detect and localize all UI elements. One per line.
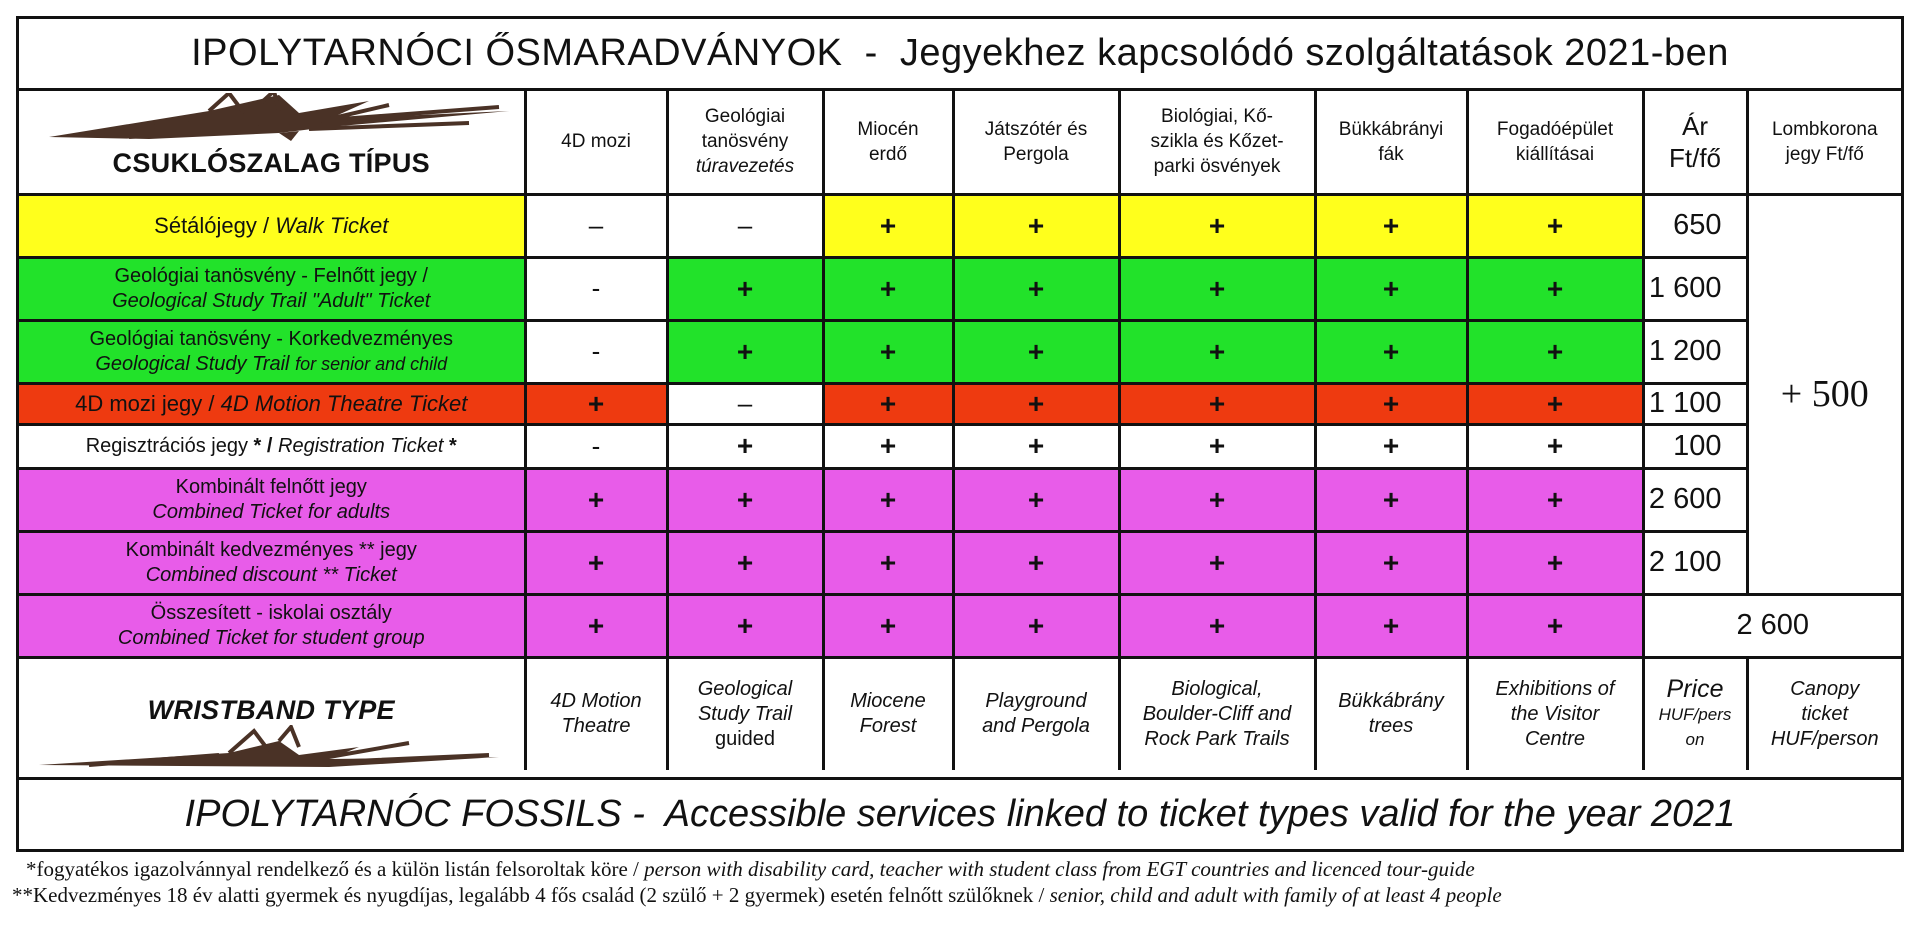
mark-cell: + [823, 594, 953, 657]
mark-cell: + [1315, 194, 1467, 257]
mark-cell: + [1119, 383, 1315, 424]
col-footer-price: Price HUF/pers on [1643, 657, 1747, 770]
ticket-name: Sétálójegy / Walk Ticket [19, 194, 525, 257]
wristband-type-label-en: WRISTBAND TYPE [147, 694, 395, 725]
mark-cell: + [1119, 424, 1315, 468]
mark-cell: + [953, 320, 1119, 383]
mark-cell: – [667, 194, 823, 257]
mark-cell: + [953, 424, 1119, 468]
mark-cell: – [525, 194, 667, 257]
mark-cell: + [1315, 257, 1467, 320]
mark-cell: + [953, 594, 1119, 657]
mark-cell: + [1119, 257, 1315, 320]
ticket-name: Geológiai tanösvény - Korkedvezményes Geological Study Trail for senior and child [19, 320, 525, 383]
col-footer-geo: Geological Study Trail guided [667, 657, 823, 770]
grass-brush-icon [29, 93, 515, 143]
col-footer-bukk: Bükkábrány trees [1315, 657, 1467, 770]
ticket-name: Kombinált felnőtt jegy Combined Ticket for adults [19, 468, 525, 531]
services-table [19, 91, 1901, 770]
col-footer-miocene: Miocene Forest [823, 657, 953, 770]
ticket-row [19, 531, 1901, 594]
mark-cell: + [953, 257, 1119, 320]
col-header-play-hu: Játszótér és Pergola [953, 91, 1119, 194]
footnote-2: **Kedvezményes 18 év alatti gyermek és nyugdíjas, legalább 4 fős család (2 szülő + 2 gyermek) esetén felnőtt szülőknek / senior, child and adult with family of at least 4 people [12, 883, 1502, 907]
ticket-row [19, 424, 1901, 468]
ticket-name: Geológiai tanösvény - Felnőtt jegy / Geological Study Trail "Adult" Ticket [19, 257, 525, 320]
mark-cell: + [667, 257, 823, 320]
col-footer-visitor: Exhibitions of the Visitor Centre [1467, 657, 1643, 770]
price-cell: 650 [1643, 194, 1747, 257]
mark-cell: + [1467, 468, 1643, 531]
col-header-price-hu: Ár Ft/fő [1643, 91, 1747, 194]
price-cell: 1 200 [1643, 320, 1747, 383]
mark-cell: + [1315, 383, 1467, 424]
mark-cell: + [667, 594, 823, 657]
mark-cell: - [525, 257, 667, 320]
ticket-row [19, 194, 1901, 257]
mark-cell: - [525, 320, 667, 383]
mark-cell: – [667, 383, 823, 424]
mark-cell: + [1467, 424, 1643, 468]
col-footer-canopy: Canopy ticket HUF/person [1747, 657, 1901, 770]
mark-cell: + [667, 424, 823, 468]
mark-cell: + [667, 531, 823, 594]
footer-title: IPOLYTARNÓC FOSSILS - Accessible services linked to ticket types valid for the year 2021 [19, 777, 1901, 849]
ticket-name: 4D mozi jegy / 4D Motion Theatre Ticket [19, 383, 525, 424]
col-header-miocen-hu: Miocén erdő [823, 91, 953, 194]
mark-cell: + [823, 383, 953, 424]
header-row-en [19, 657, 1901, 770]
col-footer-play: Playground and Pergola [953, 657, 1119, 770]
mark-cell: + [1315, 320, 1467, 383]
mark-cell: + [1315, 424, 1467, 468]
mark-cell: + [525, 594, 667, 657]
ticket-row [19, 594, 1901, 657]
school-group-price: 2 600 [1643, 594, 1901, 657]
mark-cell: + [823, 468, 953, 531]
col-footer-bio: Biological, Boulder-Cliff and Rock Park Trails [1119, 657, 1315, 770]
mark-cell: + [1467, 194, 1643, 257]
col-header-4d-hu: 4D mozi [525, 91, 667, 194]
mark-cell: + [823, 320, 953, 383]
mark-cell: + [667, 320, 823, 383]
mark-cell: - [525, 424, 667, 468]
mark-cell: + [1119, 468, 1315, 531]
mark-cell: + [823, 531, 953, 594]
ticket-row [19, 257, 1901, 320]
col-header-visitor-hu: Fogadóépület kiállításai [1467, 91, 1643, 194]
mark-cell: + [953, 531, 1119, 594]
mark-cell: + [525, 383, 667, 424]
col-header-geo-hu: Geológiai tanösvény túravezetés [667, 91, 823, 194]
price-cell: 2 600 [1643, 468, 1747, 531]
mark-cell: + [823, 257, 953, 320]
mark-cell: + [1467, 383, 1643, 424]
col-footer-4d: 4D Motion Theatre [525, 657, 667, 770]
canopy-surcharge: + 500 [1747, 194, 1901, 594]
mark-cell: + [1119, 320, 1315, 383]
mark-cell: + [953, 383, 1119, 424]
col-header-bukk-hu: Bükkábrányi fák [1315, 91, 1467, 194]
wristband-type-label-hu: CSUKLÓSZALAG TÍPUS [112, 148, 430, 179]
grass-brush-icon [29, 725, 515, 769]
mark-cell: + [1315, 468, 1467, 531]
header-row-hu [19, 91, 1901, 194]
price-cell: 100 [1643, 424, 1747, 468]
mark-cell: + [953, 468, 1119, 531]
mark-cell: + [1315, 594, 1467, 657]
mark-cell: + [525, 531, 667, 594]
ticket-name: Regisztrációs jegy * / Registration Ticket * [19, 424, 525, 468]
page-title: IPOLYTARNÓCI ŐSMARADVÁNYOK - Jegyekhez kapcsolódó szolgáltatások 2021-ben [19, 19, 1901, 91]
footnote-1: *fogyatékos igazolvánnyal rendelkező és a külön listán felsoroltak köre / person with disability card, teacher with student class from EGT countries and licenced tour-guide [26, 857, 1475, 881]
wristband-type-header-hu [19, 91, 525, 194]
ticket-table-sheet [16, 16, 1904, 852]
mark-cell: + [1315, 531, 1467, 594]
ticket-row [19, 468, 1901, 531]
price-cell: 1 100 [1643, 383, 1747, 424]
mark-cell: + [823, 194, 953, 257]
mark-cell: + [1467, 320, 1643, 383]
price-cell: 2 100 [1643, 531, 1747, 594]
ticket-name: Összesített - iskolai osztály Combined Ticket for student group [19, 594, 525, 657]
mark-cell: + [1119, 594, 1315, 657]
footnotes [12, 856, 1908, 908]
col-header-bio-hu: Biológiai, Kő- szikla és Kőzet- parki ösvények [1119, 91, 1315, 194]
mark-cell: + [1467, 257, 1643, 320]
mark-cell: + [823, 424, 953, 468]
mark-cell: + [525, 468, 667, 531]
mark-cell: + [1467, 531, 1643, 594]
mark-cell: + [1119, 194, 1315, 257]
mark-cell: + [953, 194, 1119, 257]
ticket-name: Kombinált kedvezményes ** jegy Combined discount ** Ticket [19, 531, 525, 594]
price-cell: 1 600 [1643, 257, 1747, 320]
mark-cell: + [1467, 594, 1643, 657]
wristband-type-header-en [19, 657, 525, 770]
ticket-row [19, 383, 1901, 424]
mark-cell: + [667, 468, 823, 531]
ticket-row [19, 320, 1901, 383]
col-header-canopy-hu: Lombkorona jegy Ft/fő [1747, 91, 1901, 194]
mark-cell: + [1119, 531, 1315, 594]
